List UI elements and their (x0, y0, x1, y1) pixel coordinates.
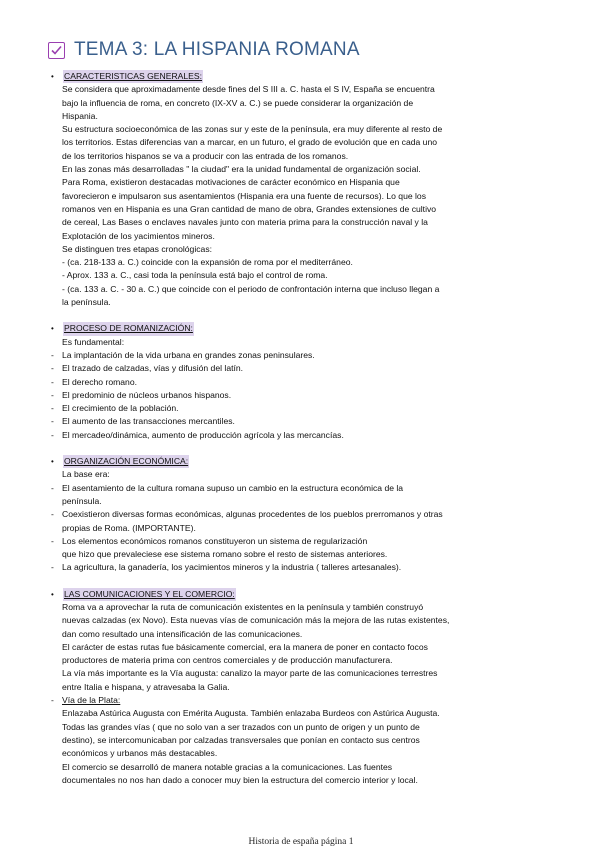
list-item (48, 389, 568, 402)
list-item-text: La agricultura, la ganadería, los yacimientos mineros y la industria ( talleres artesanales). (62, 562, 402, 573)
text-line: económicos y urbanos más destacables. (62, 748, 218, 759)
text-line: Roma va a aprovechar la ruta de comunicación existentes en la península y también construyó (62, 601, 424, 612)
list-item-text: Coexistieron diversas formas económicas, algunas procedentes de los pueblos prerromanos y otras (62, 509, 443, 520)
list-item-text: El asentamiento de la cultura romana supuso un cambio en la estructura económica de la (62, 482, 404, 493)
bullet-icon: • (51, 72, 54, 81)
checkbox-checked-icon[interactable] (48, 42, 65, 59)
dash-icon: - (51, 562, 54, 573)
text-line: romanos ven en Hispania es una Gran cantidad de mano de obra, Grandes extensiones de cultivo (62, 203, 437, 214)
list-item (48, 508, 568, 535)
list-item-text: El mercadeo/dinámica, aumento de producción agrícola y las mercancías. (62, 429, 344, 440)
section-intro: Es fundamental: (62, 336, 125, 347)
list-item (48, 482, 568, 509)
text-line: favorecieron e impulsaron sus asentamientos (Hispania era una fuente de recursos). Lo que los (62, 190, 427, 201)
text-line: El carácter de estas rutas fue básicamente comercial, era la manera de poner en contacto focos (62, 641, 428, 652)
text-line: bajo la influencia de roma, en concreto (IX-XV a. C.) se puede considerar la organización de (62, 97, 414, 108)
text-line: dan como resultado una intensificación de las comunicaciones. (62, 628, 303, 639)
dash-icon: - (51, 429, 54, 440)
list-item (48, 415, 568, 428)
document-body (48, 70, 568, 787)
sub-heading: Vía de la Plata: (62, 695, 121, 706)
dash-icon: - (51, 389, 54, 400)
text-line: Enlazaba Astúrica Augusta con Emérita Augusta. También enlazaba Burdeos con Astúrica Augusta. (62, 708, 440, 719)
dash-icon: - (51, 416, 54, 427)
list-item-text: El trazado de calzadas, vías y difusión del latín. (62, 363, 244, 374)
text-line: - (ca. 133 a. C. - 30 a. C.) que coincide con el periodo de confrontación interna que incluso llegan a (62, 283, 440, 294)
list-item (48, 561, 568, 574)
list-item-text: El crecimiento de la población. (62, 403, 179, 414)
text-line: nuevas calzadas (ex Novo). Esta nuevas vías de comunicación más la mejora de las rutas existentes, (62, 615, 450, 626)
text-line: de los territorios hispanos se va a producir con las entrada de los romanos. (62, 150, 349, 161)
text-line: - (ca. 218-133 a. C.) coincide con la expansión de roma por el mediterráneo. (62, 257, 353, 268)
list-item-text: La implantación de la vida urbana en grandes zonas peninsulares. (62, 349, 315, 360)
list-item-text: Los elementos económicos romanos constituyeron un sistema de regularización (62, 535, 368, 546)
bullet-icon: • (51, 589, 54, 599)
text-line: Se distinguen tres etapas cronológicas: (62, 243, 213, 254)
dash-icon: - (51, 349, 54, 360)
section-heading: ORGANIZACIÓN ECONÓMICA: (63, 455, 189, 468)
text-line: La vía más importante es la Vía augusta: canalizo la mayor parte de las comunicaciones terrestres (62, 668, 438, 679)
dash-icon: - (51, 363, 54, 374)
section-heading: PROCESO DE ROMANIZACIÓN: (63, 322, 194, 335)
list-item (48, 402, 568, 415)
list-item-text: que hizo que prevaleciese ese sistema romano sobre el resto de sistemas anteriores. (62, 549, 388, 560)
list-item (48, 535, 568, 562)
text-line: documentales no nos han dado a conocer muy bien la estructura del comercio interior y local. (62, 774, 418, 785)
section-heading: CARACTERISTICAS GENERALES: (63, 70, 203, 83)
dash-icon: - (51, 403, 54, 414)
bullet-icon: • (51, 457, 54, 467)
text-line: Para Roma, existieron destacadas motivaciones de carácter económico en Hispania que (62, 177, 400, 188)
title-row (48, 37, 360, 63)
dash-icon: - (51, 482, 54, 493)
text-line: destino), se intercomunicaban por calzadas transversales que ponían en contacto sus centros (62, 734, 420, 745)
text-line: El comercio se desarrolló de manera notable gracias a la comunicaciones. Las fuentes (62, 761, 393, 772)
list-item-text: El predominio de núcleos urbanos hispanos. (62, 389, 232, 400)
section-heading: LAS COMUNICACIONES Y EL COMERCIO: (63, 588, 236, 601)
text-line: Su estructura socioeconómica de las zonas sur y este de la península, era muy diferente al resto de (62, 124, 443, 135)
list-item-text: península. (62, 495, 102, 506)
bullet-icon: • (51, 324, 54, 334)
section-text (62, 601, 568, 694)
list-item-text: El aumento de las transacciones mercantiles. (62, 416, 235, 427)
list-item-text: propias de Roma. (IMPORTANTE). (62, 522, 196, 533)
dash-icon: - (51, 376, 54, 387)
list-item (48, 429, 568, 442)
text-line: la península. (62, 297, 111, 308)
section-caracteristicas (48, 70, 568, 309)
text-line: - Aprox. 133 a. C., casi toda la península está bajo el control de roma. (62, 270, 328, 281)
section-organizacion-economica (48, 455, 568, 575)
section-intro: La base era: (62, 469, 110, 480)
text-line: productores de materia prima con centros comerciales y de producción manufacturera. (62, 655, 393, 666)
list-item-text: El derecho romano. (62, 376, 137, 387)
list-item (48, 376, 568, 389)
list-item (48, 349, 568, 362)
text-line: En las zonas más desarrolladas " la ciudad" era la unidad fundamental de organización social. (62, 164, 421, 175)
dash-icon: - (51, 535, 54, 546)
text-line: de cereal, Las Bases o enclaves navales junto con materia prima para la construcción naval y la (62, 217, 428, 228)
list-item (48, 362, 568, 375)
section-romanizacion (48, 322, 568, 442)
text-line: Explotación de los yacimientos mineros. (62, 230, 215, 241)
text-line: entre Italia e hispana, y atravesaba la Galia. (62, 681, 230, 692)
page-title: TEMA 3: LA HISPANIA ROMANA (74, 39, 360, 60)
sub-heading-row (48, 694, 568, 707)
text-line: Hispania. (62, 110, 98, 121)
text-line: Se considera que aproximadamente desde fines del S III a. C. hasta el S IV, España se encuentra (62, 84, 435, 95)
page-footer: Historia de españa página 1 (248, 837, 354, 847)
text-line: los territorios. Estas diferencias van a marcar, en un futuro, el grado de evolución que en cada uno (62, 137, 438, 148)
section-comunicaciones (48, 588, 568, 787)
text-line: Todas las grandes vías ( que no solo van a ser trazados con un punto de origen y un punto de (62, 721, 420, 732)
section-text (62, 707, 568, 787)
dash-icon: - (51, 695, 54, 706)
section-text (62, 83, 568, 309)
dash-icon: - (51, 509, 54, 520)
